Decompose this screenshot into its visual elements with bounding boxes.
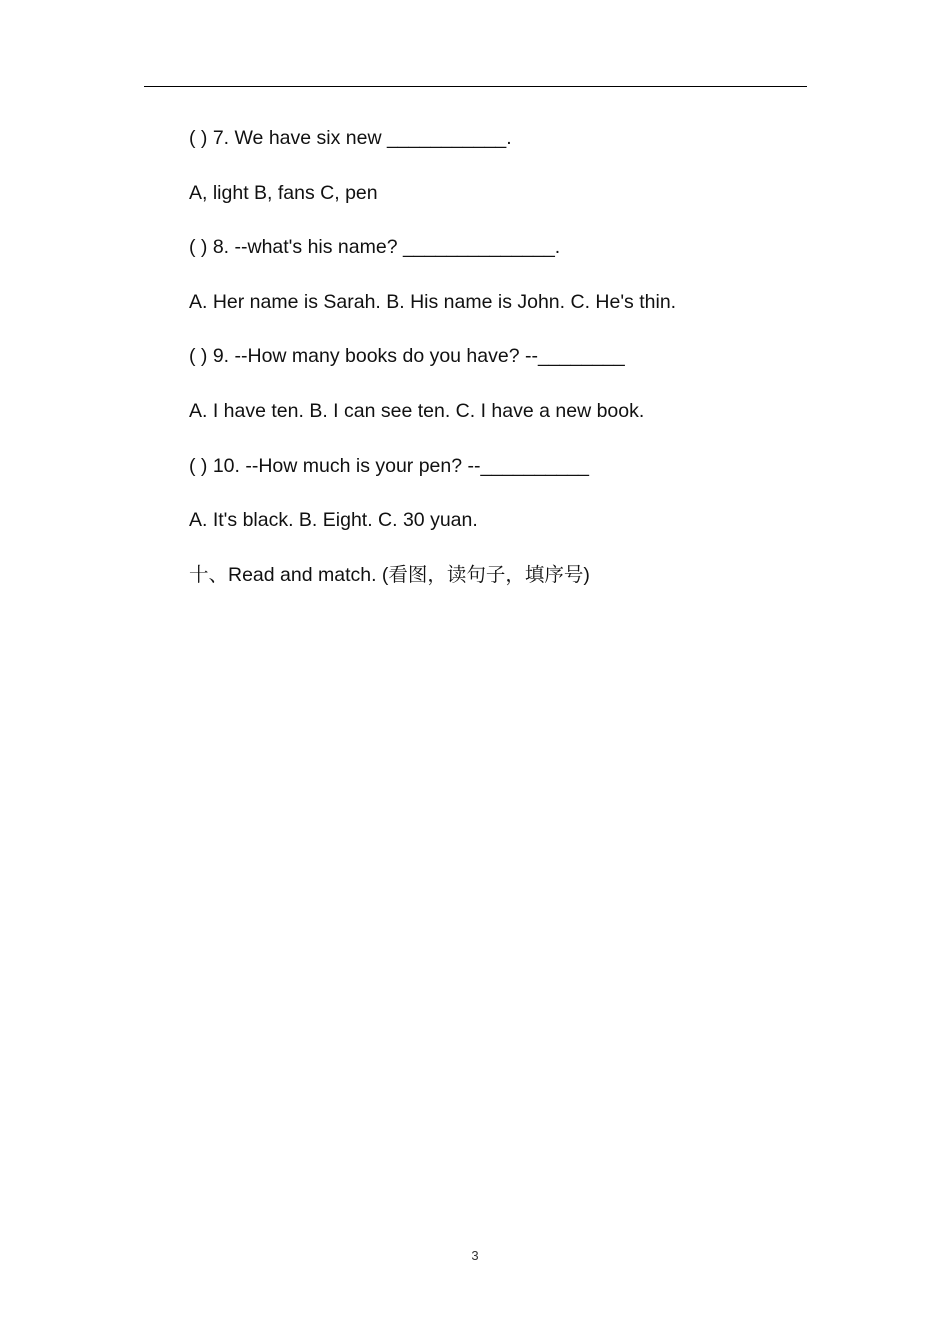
- question-9: ( ) 9. --How many books do you have? --________: [189, 345, 625, 368]
- header-rule: [144, 86, 807, 87]
- question-8-options: A. Her name is Sarah. B. His name is John. C. He's thin.: [189, 290, 677, 313]
- question-7-options: A, light B, fans C, pen: [189, 181, 378, 204]
- section-heading: 十、Read and match. (看图，读句子，填序号): [189, 563, 590, 586]
- question-9-options: A. I have ten. B. I can see ten. C. I have a new book.: [189, 399, 645, 422]
- question-10: ( ) 10. --How much is your pen? --__________: [189, 454, 589, 477]
- question-7: ( ) 7. We have six new ___________.: [189, 127, 512, 149]
- question-10-options: A. It's black. B. Eight. C. 30 yuan.: [189, 509, 478, 532]
- question-8: ( ) 8. --what's his name? ______________.: [189, 236, 561, 259]
- document-body: [189, 124, 829, 615]
- page-number: 3: [471, 1248, 479, 1263]
